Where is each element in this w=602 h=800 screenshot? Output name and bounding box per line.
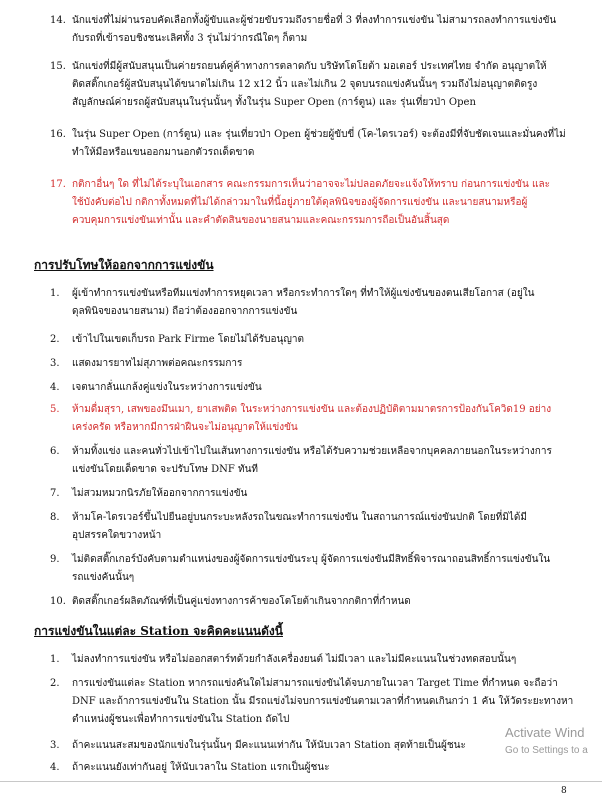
item-line: ถ้าคะแนนสะสมของนักแข่งในรุ่นนั้นๆ มีคะแนนเท่ากัน ให้นับเวลา Station สุดท้ายเป็นผู้ชนะ [72,740,466,751]
item-line: เข้าไปในเขตเก็บรถ Park Firme โดยไม่ได้รับอนุญาต [72,334,304,345]
item-text [72,509,590,545]
item-line: เจตนากลั่นแกล้งคู่แข่งในระหว่างการแข่งขัน [72,382,262,393]
item-number: 14. [50,15,66,26]
page-number: 8 [561,786,567,796]
item-line: ไม่ติดสติ๊กเกอร์บังคับตามตำแหน่งของผู้จัดการแข่งขันระบุ ผู้จัดการแข่งขันมีสิทธิ์พิจารณาถอนสิทธิ์การแข่งขันใน [72,554,551,565]
item-text [72,759,590,777]
item-number: 5. [50,404,60,415]
item-number: 1. [50,288,60,299]
item-line: เคร่งครัด หรือหากมีการฝ่าฝืนจะไม่อนุญาตให้แข่งขัน [72,422,298,433]
item-line: ในรุ่น Super Open (การ์ตูน) และ รุ่นเที่ยวป่า Open ผู้ช่วยผู้ขับขี่ (โค-ไดรเวอร์) จะต้องมีที่จับชัดเจนและมั่นคงที่ไม่ [72,129,566,140]
item-text [72,355,590,373]
item-line: ควบคุมการแข่งขันเท่านั้น และคำตัดสินของนายสนามและคณะกรรมการถือเป็นอันสิ้นสุด [72,215,450,226]
item-text [72,379,590,397]
item-number: 4. [50,762,60,773]
item-line: ถ้าคะแนนยังเท่ากันอยู่ ให้นับเวลาใน Station แรกเป็นผู้ชนะ [72,762,330,773]
item-line: ติดสติ๊กเกอร์ผู้สนับสนุนได้ขนาดไม่เกิน 12 x12 นิ้ว และไม่เกิน 2 จุดบนรถแข่งคันนั้นๆ รวมถึงไม่อนุญาตติดรูง [72,79,538,90]
item-line: ดุลพินิจของนายสนาม) ถือว่าต้องออกจากการแข่งขัน [72,306,298,317]
item-number: 10. [50,596,66,607]
item-line: ไม่ลงทำการแข่งขัน หรือไม่ออกสตาร์ทด้วยกำลังเครื่องยนต์ ไม่มีเวลา และไม่มีคะแนนในช่วงทดสอบนั้นๆ [72,654,517,665]
item-text [72,593,590,611]
item-line: ไม่สวมหมวกนิรภัยให้ออกจากการแข่งขัน [72,488,248,499]
activation-watermark-title: Activate Wind [505,725,585,740]
activation-watermark-subtitle: Go to Settings to a [505,745,588,756]
item-text [72,126,590,162]
item-line: การแข่งขันแต่ละ Station หากรถแข่งคันใดไม่สามารถแข่งขันได้จบภายในเวลา Target Time ที่กำหนด จะถือว่า [72,678,558,689]
item-line: รถแข่งคันนั้นๆ [72,572,135,583]
item-text [72,485,590,503]
item-text [72,443,590,479]
item-number: 2. [50,678,60,689]
item-number: 6. [50,446,60,457]
item-text [72,58,590,112]
item-number: 15. [50,61,66,72]
item-number: 3. [50,358,60,369]
item-number: 9. [50,554,60,565]
item-text [72,401,590,437]
item-text [72,12,590,48]
item-line: ห้ามดื่มสุรา, เสพของมึนเมา, ยาเสพติด ในระหว่างการแข่งขัน และต้องปฏิบัติตามมาตรการป้องกันโควิด19 อย่าง [72,404,552,415]
item-number: 4. [50,382,60,393]
item-line: นักแข่งที่ไม่ผ่านรอบคัดเลือกทั้งผู้ขับและผู้ช่วยขับรวมถึงรายชื่อที่ 3 ที่ลงทำการแข่งขัน ไม่สามารถลงทำการแข่งขัน [72,15,557,26]
item-line: อุปสรรคใดขวางหน้า [72,530,162,541]
item-line: ตำแหน่งผู้ชนะเพื่อทำการแข่งขันใน Station ถัดไป [72,714,290,725]
item-text [72,331,590,349]
item-line: สัญลักษณ์ค่ายรถผู้สนับสนุนในรุ่นนั้นๆ ทั้งในรุ่น Super Open (การ์ตูน) และ รุ่นเที่ยวป่า Open [72,97,476,108]
item-line: ทำให้มือหรือแขนออกมานอกตัวรถเด็ดขาด [72,147,255,158]
item-number: 17. [50,179,66,190]
item-number: 1. [50,654,60,665]
item-line: ติดสติ๊กเกอร์ผลิตภัณฑ์ที่เป็นคู่แข่งทางการค้าของโตโยต้าเกินจากกติกาที่กำหนด [72,596,411,607]
section-heading-station-scoring: การแข่งขันในแต่ละ Station จะคิดคะแนนดังนี้ [34,624,283,638]
item-line: DNF และถ้าการแข่งขันใน Station นั้น มีรถแข่งไม่จบการแข่งขันตามเวลาที่กำหนดเกินกว่า 1 คัน ให้วัดระยะทางหา [72,696,574,707]
item-line: ใช้บังคับต่อไป กติกาทั้งหมดที่ไม่ได้กล่าวมาในที่นี้อยู่ภายใต้ดุลพินิจของผู้จัดการแข่งขัน และนายสนามหรือผู้ [72,197,528,208]
item-text [72,675,590,729]
item-line: กติกาอื่นๆ ใด ที่ไม่ได้ระบุในเอกสาร คณะกรรมการเห็นว่าอาจจะไม่ปลอดภัยจะแจ้งให้ทราบ ก่อนการแข่งขัน และ [72,179,550,190]
page-divider [0,781,602,782]
item-number: 3. [50,740,60,751]
item-line: แสดงมารยาทไม่สุภาพต่อคณะกรรมการ [72,358,243,369]
item-text [72,551,590,587]
item-text [72,176,590,230]
item-line: กับรถที่เข้ารอบชิงชนะเลิศทั้ง 3 รุ่นไม่ว่ากรณีใดๆ ก็ตาม [72,33,308,44]
item-line: ห้ามทิ้งแข่ง และคนทั่วไปเข้าไปในเส้นทางการแข่งขัน หรือได้รับความช่วยเหลือจากบุคคลภายนอกในระหว่างการ [72,446,552,457]
item-line: แข่งขันโดยเด็ดขาด จะปรับโทษ DNF ทันที [72,464,259,475]
item-number: 16. [50,129,66,140]
item-text [72,285,590,321]
item-text [72,651,590,669]
item-number: 2. [50,334,60,345]
item-number: 8. [50,512,60,523]
section-heading-penalties: การปรับโทษให้ออกจากการแข่งขัน [34,258,214,272]
item-line: นักแข่งที่มีผู้สนับสนุนเป็นค่ายรถยนต์คู่ค้าทางการตลาดกับ บริษัทโตโยต้า มอเตอร์ ประเทศไทย จำกัด อนุญาตให้ [72,61,547,72]
item-number: 7. [50,488,60,499]
item-line: ผู้เข้าทำการแข่งขันหรือทีมแข่งทำการหยุดเวลา หรือกระทำการใดๆ ที่ทำให้ผู้แข่งขันของตนเสียโอกาส (อยู่ใน [72,288,535,299]
item-line: ห้ามโค-ไดรเวอร์ขึ้นไปยืนอยู่บนกระบะหลังรถในขณะทำการแข่งขัน ในสถานการณ์แข่งขันปกติ โดยที่มิได้มี [72,512,527,523]
